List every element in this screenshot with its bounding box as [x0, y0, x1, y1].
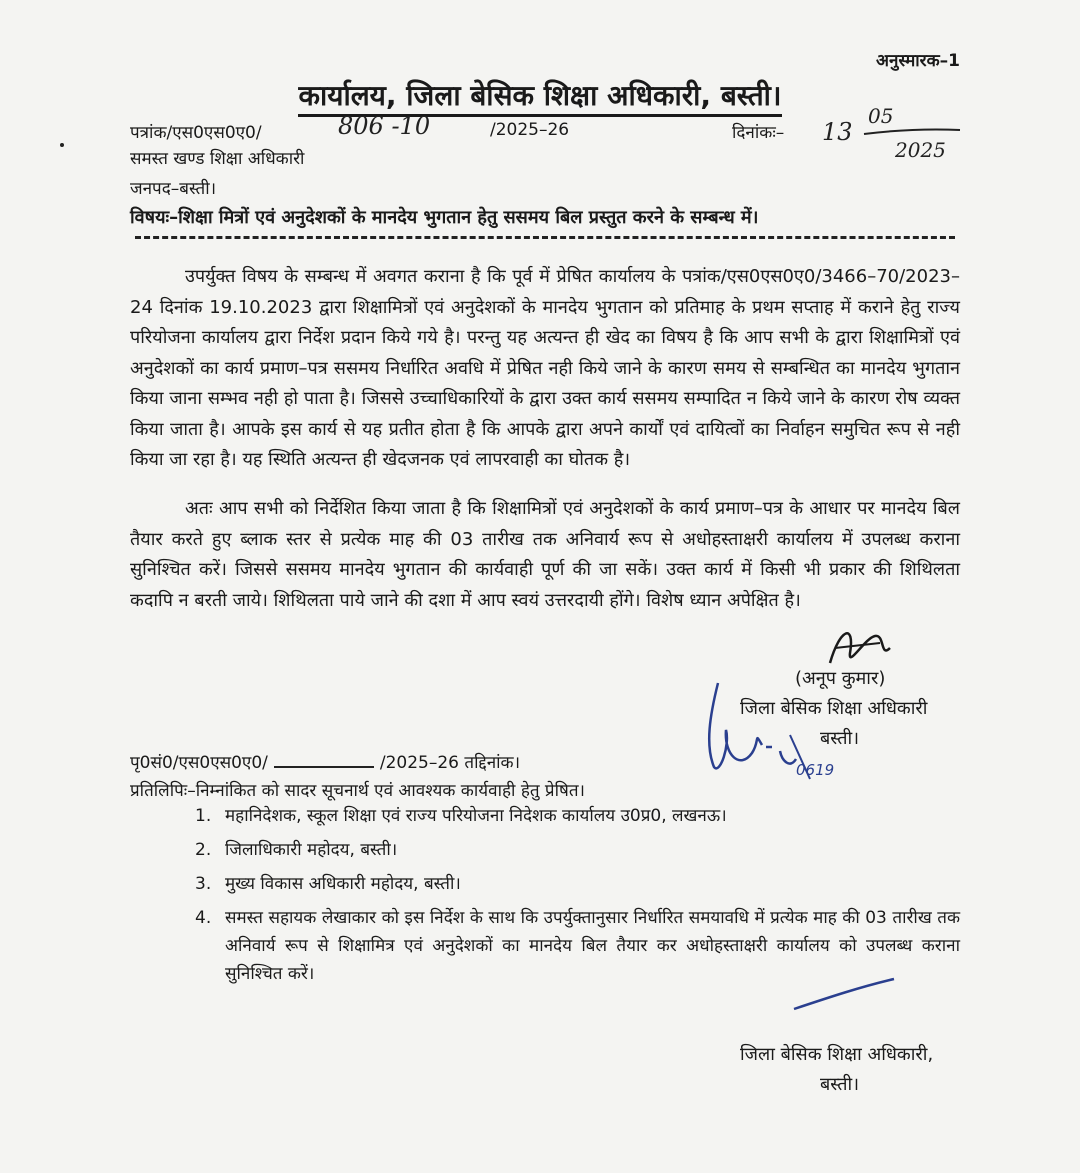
copy-reference-blank — [274, 766, 374, 768]
list-item — [195, 870, 960, 898]
office-title-text: कार्यालय, जिला बेसिक शिक्षा अधिकारी, बस्ती। — [298, 79, 781, 117]
list-item-number: 3. — [195, 874, 212, 894]
signatory-name: (अनूप कुमार) — [795, 668, 886, 689]
patrank-handwritten-number: 806 -10 — [338, 112, 431, 140]
body-paragraph-1: उपर्युक्त विषय के सम्बन्ध में अवगत कराना है कि पूर्व में प्रेषित कार्यालय के पत्रांक/एस0एस0ए0/3466–70/2023–24 दिनांक 19.10.2023 द्वारा शिक्षामित्रों एवं अनुदेशकों के मानदेय भुगतान को प्रतिमाह के प्रथम सप्ताह में कराने हेतु राज्य परियोजना कार्यालय द्वारा निर्देश प्रदान किये गये है। परन्तु यह अत्यन्त ही खेद का विषय है कि आप सभी के द्वारा शिक्षामित्रों एवं अनुदेशकों का कार्य प्रमाण–पत्र ससमय निर्धारित अवधि में प्रेषित नही किये जाने के कारण समय से सम्बन्धित का मानदेय भुगतान किया जाना सम्भव नही हो पाता है। जिससे उच्चाधिकारियों के द्वारा उक्त कार्य ससमय सम्पादित न किये जाने के कारण रोष व्यक्त किया जाता है। आपके इस कार्य से यह प्रतीत होता है कि आपके द्वारा अपने कार्यों एवं दायित्वों का निर्वाहन समुचित रूप से नही किया जा रहा है। यह स्थिति अत्यन्त ही खेदजनक एवं लापरवाही का घोतक है। — [130, 266, 960, 470]
pen-stroke-mark — [790, 975, 900, 1015]
copy-intro: प्रतिलिपिः–निम्नांकित को सादर सूचनार्थ एवं आवश्यक कार्यवाही हेतु प्रेषित। — [130, 781, 585, 801]
footer-place: बस्ती। — [820, 1074, 860, 1095]
list-item-number: 1. — [195, 806, 212, 826]
subject-divider — [135, 236, 955, 239]
body-paragraph-2: अतः आप सभी को निर्देशित किया जाता है कि शिक्षामित्रों एवं अनुदेशकों के कार्य प्रमाण–पत्र के आधार पर मानदेय बिल तैयार करते हुए ब्लाक स्तर से प्रत्येक माह की 03 तारीख तक अनिवार्य रूप से अधोहस्ताक्षरी कार्यालय में उपलब्ध कराना सुनिश्चित करें। जिससे ससमय मानदेय भुगतान की कार्यवाही पूर्ण की जा सकें। उक्त कार्य में किसी भी प्रकार की शिथिलता कदापि न बरती जाये। शिथिलता पाये जाने की दशा में आप स्वयं उत्तरदायी होंगे। विशेष ध्यान अपेक्षित है। — [130, 498, 960, 611]
list-item-text: जिलाधिकारी महोदय, बस्ती। — [225, 840, 398, 860]
stray-mark — [60, 143, 64, 147]
copy-reference-prefix: पृ0सं0/एस0एस0ए0/ — [130, 753, 268, 773]
date-handwritten-year: 2025 — [895, 138, 946, 162]
list-item-number: 4. — [195, 908, 212, 928]
office-title — [0, 76, 1080, 114]
list-item — [195, 836, 960, 864]
patrank-prefix: पत्रांक/एस0एस0ए0/ — [130, 123, 262, 143]
svg-text:0619: 0619 — [796, 761, 835, 779]
date-handwritten-month: 05 — [868, 104, 894, 128]
pen-signature — [700, 675, 850, 785]
recipient-line-1: समस्त खण्ड शिक्षा अधिकारी — [130, 149, 305, 169]
signatory-place: बस्ती। — [820, 728, 860, 749]
footer-designation: जिला बेसिक शिक्षा अधिकारी, — [740, 1044, 934, 1065]
copy-list — [195, 802, 960, 994]
subject-line: विषयः–शिक्षा मित्रों एवं अनुदेशकों के मानदेय भुगतान हेतु ससमय बिल प्रस्तुत करने के सम्बन्ध में। — [130, 207, 759, 228]
reference-label: अनुस्मारक–1 — [876, 51, 960, 71]
date-fraction-line — [862, 126, 962, 138]
list-item-text: महानिदेशक, स्कूल शिक्षा एवं राज्य परियोजना निदेशक कार्यालय उ0प्र0, लखनऊ। — [225, 806, 727, 826]
list-item — [195, 802, 960, 830]
patrank-year: /2025–26 — [490, 120, 570, 140]
signatory-designation: जिला बेसिक शिक्षा अधिकारी — [740, 698, 928, 719]
date-label: दिनांकः– — [732, 123, 785, 143]
list-item-text: समस्त सहायक लेखाकार को इस निर्देश के साथ कि उपर्युक्तानुसार निर्धारित समयावधि में प्रत्येक माह की 03 तारीख तक अनिवार्य रूप से शिक्षामित्र एवं अनुदेशकों का मानदेय बिल तैयार कर अधोहस्ताक्षरी कार्यालय को उपलब्ध कराना सुनिश्चित करें। — [225, 908, 960, 984]
copy-reference-suffix: /2025–26 तद्दिनांक। — [379, 753, 521, 773]
date-handwritten-day: 13 — [822, 118, 853, 146]
list-item-number: 2. — [195, 840, 212, 860]
copy-reference — [130, 750, 520, 773]
list-item-text: मुख्य विकास अधिकारी महोदय, बस्ती। — [225, 874, 461, 894]
recipient-line-2: जनपद–बस्ती। — [130, 179, 217, 199]
